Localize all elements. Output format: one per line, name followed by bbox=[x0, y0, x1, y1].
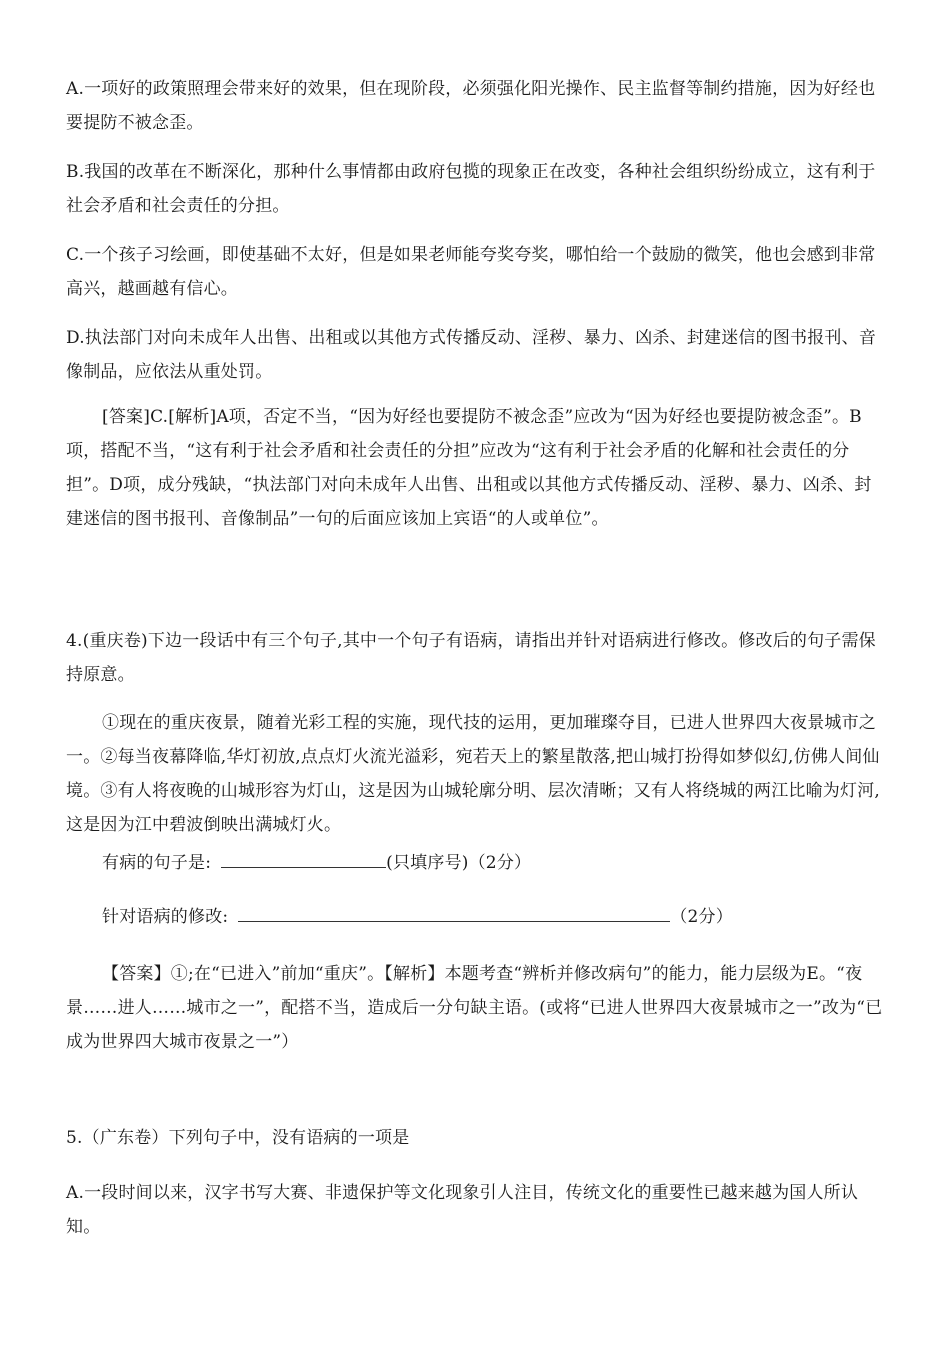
q4-stem: 4.(重庆卷)下边一段话中有三个句子,其中一个句子有语病，请指出并针对语病进行修改。修改后的句子需保持原意。 bbox=[66, 631, 876, 685]
q4-blank1-label: 有病的句子是: bbox=[102, 853, 212, 873]
q3-option-a: A.一项好的政策照理会带来好的效果，但在现阶段，必须强化阳光操作、民主监督等制约措施，因为好经也要提防不被念歪。 bbox=[66, 79, 876, 133]
q3-option-d: D.执法部门对向未成年人出售、出租或以其他方式传播反动、淫秽、暴力、凶杀、封建迷信的图书报刊、音像制品，应依法从重处罚。 bbox=[66, 328, 877, 382]
q4-blank2-line[interactable] bbox=[238, 903, 670, 922]
q5-option-a: A.一段时间以来，汉字书写大赛、非遗保护等文化现象引人注目，传统文化的重要性已越来越为国人所认知。 bbox=[66, 1183, 859, 1237]
q3-answer-analysis: [答案]C.[解析]A项，否定不当，“因为好经也要提防不被念歪”应改为“因为好经也要提防被念歪”。B项，搭配不当，“这有利于社会矛盾和社会责任的分担”应改为“这有利于社会矛盾的化解和社会责任的分担”。D项，成分残缺，“执法部门对向未成年人出售、出租或以其他方式传播反动、淫秽、暴力、凶杀、封建迷信的图书报刊、音像制品”一句的后面应该加上宾语“的人或单位”。 bbox=[66, 407, 872, 529]
q4-blank2-row bbox=[66, 900, 888, 934]
q4-blank1-row bbox=[66, 846, 888, 880]
q4-passage: ①现在的重庆夜景，随着光彩工程的实施，现代技的运用，更加璀璨夺目，已进人世界四大夜景城市之一。②每当夜幕降临,华灯初放,点点灯火流光溢彩，宛若天上的繁星散落,把山城打扮得如梦似幻,仿佛人间仙境。③有人将夜晚的山城形容为灯山，这是因为山城轮廓分明、层次清晰；又有人将绕城的两江比喻为灯河,这是因为江中碧波倒映出满城灯火。 bbox=[66, 713, 881, 835]
q4-answer-analysis: 【答案】①;在“已进入”前加“重庆”。【解析】本题考查“辨析并修改病句”的能力，能力层级为E。“夜景……进人……城市之一”，配搭不当，造成后一分句缺主语。(或将“已进人世界四大夜景城市之一”改为“已成为世界四大城市夜景之一”） bbox=[66, 964, 883, 1052]
q3-option-b: B.我国的改革在不断深化，那种什么事情都由政府包揽的现象正在改变，各种社会组织纷纷成立，这有利于社会矛盾和社会责任的分担。 bbox=[66, 162, 876, 216]
q5-stem: 5.（广东卷）下列句子中，没有语病的一项是 bbox=[66, 1128, 410, 1148]
q4-blank2-label: 针对语病的修改: bbox=[102, 907, 229, 927]
q4-blank2-note: （2分） bbox=[670, 907, 733, 927]
q3-option-c: C.一个孩子习绘画，即使基础不太好，但是如果老师能夸奖夸奖，哪怕给一个鼓励的微笑，他也会感到非常高兴，越画越有信心。 bbox=[66, 245, 876, 299]
q4-blank1-line[interactable] bbox=[221, 849, 386, 868]
q4-blank1-note: (只填序号)（2分） bbox=[386, 853, 532, 873]
